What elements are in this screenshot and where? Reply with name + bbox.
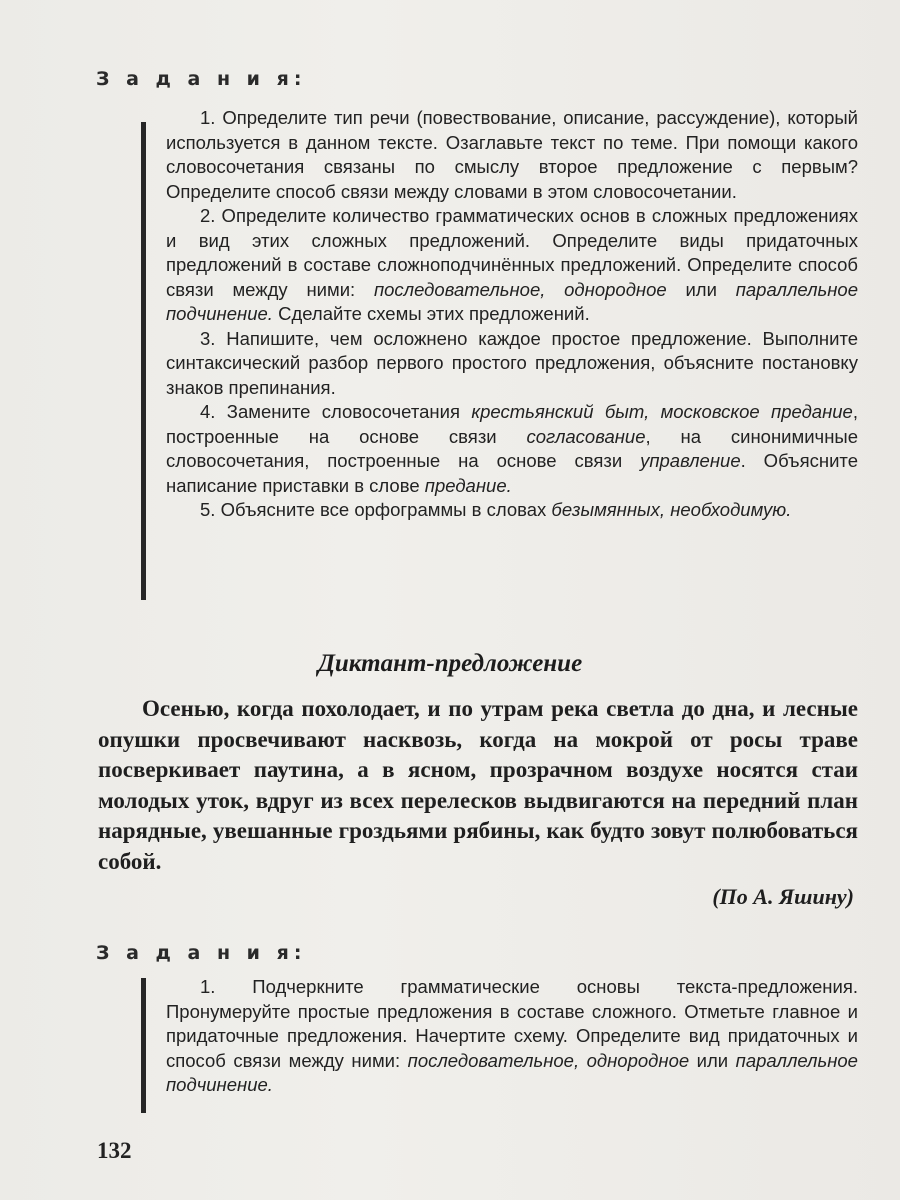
- task-italic-run: безымянных, необходимую.: [551, 499, 792, 520]
- task-italic-run: согласование: [526, 425, 646, 447]
- task-item: [166, 975, 858, 1098]
- task-text-run: или: [689, 1049, 736, 1071]
- task-text-run: 4. Замените словосочетания: [200, 401, 472, 422]
- tasks-list-2: [166, 975, 858, 1098]
- task-text-run: 3. Напишите, чем осложнено каждое простое предложение. Выполните синтаксический разбор первого простого предложения, объясните постановку знаков препинания.: [166, 327, 858, 398]
- task-italic-run: параллельное подчинение.: [166, 278, 858, 324]
- tasks-heading: З а д а н и я:: [96, 68, 307, 90]
- dictation-author: (По А. Яшину): [712, 884, 854, 909]
- task-item: [166, 204, 858, 327]
- task-italic-run: предание.: [424, 474, 512, 496]
- task-text-run: . Объясните написание приставки в слове: [166, 450, 858, 496]
- dictation-title: Диктант-предложение: [317, 650, 583, 677]
- tasks-heading-2: З а д а н и я:: [96, 942, 307, 964]
- vertical-rule: [141, 122, 146, 600]
- page-number: 132: [97, 1138, 132, 1163]
- tasks-list: [166, 106, 858, 523]
- task-item: [166, 400, 858, 498]
- task-italic-run: управление: [640, 450, 741, 471]
- task-text-run: , построенные на основе связи: [166, 401, 858, 447]
- task-text-run: 1. Подчеркните грамматические основы текста-предложения. Пронумеруйте простые предложения в составе сложного. Отметьте главное и придаточные предложения. Начертите схему. Определите вид придаточных и способ связи между ними:: [166, 976, 858, 1071]
- task-text-run: 1. Определите тип речи (повествование, описание, рассуждение), который используется в данном тексте. Озаглавьте текст по теме. При помощи какого словосочетания связаны по смыслу второе предложение с первым? Определите способ связи между словами в этом словосочетании.: [166, 107, 858, 202]
- task-italic-run: параллельное подчинение.: [166, 1049, 858, 1095]
- task-item: [166, 327, 858, 401]
- task-text-run: 5. Объясните все орфограммы в словах: [200, 499, 552, 520]
- task-text-run: или: [666, 278, 736, 300]
- task-item: [166, 498, 858, 523]
- task-item: [166, 106, 858, 204]
- task-italic-run: крестьянский быт, московское предание: [471, 401, 853, 422]
- task-text-run: , на синонимичные словосочетания, построенные на основе связи: [166, 425, 859, 471]
- task-italic-run: последовательное, однородное: [373, 278, 667, 300]
- task-text-run: Сделайте схемы этих предложений.: [272, 303, 590, 324]
- task-text-run: 2. Определите количество грамматических основ в сложных предложениях и вид этих сложных предложений. Определите виды придаточных предложений в составе сложноподчинённых предложений. Определите способ связи между ними:: [166, 205, 858, 300]
- task-italic-run: последовательное, однородное: [407, 1049, 690, 1071]
- dictation-text: Осенью, когда похолодает, и по утрам река светла до дна, и лесные опушки просвечивают насквозь, когда на мокрой от росы траве посверкивает паутина, а в ясном, прозрачном воздухе носятся стаи молодых уток, вдруг из всех перелесков выдвигаются на передний план нарядные, увешанные гроздьями рябины, как будто зовут полюбоваться собой.: [98, 696, 858, 874]
- vertical-rule-2: [141, 978, 146, 1113]
